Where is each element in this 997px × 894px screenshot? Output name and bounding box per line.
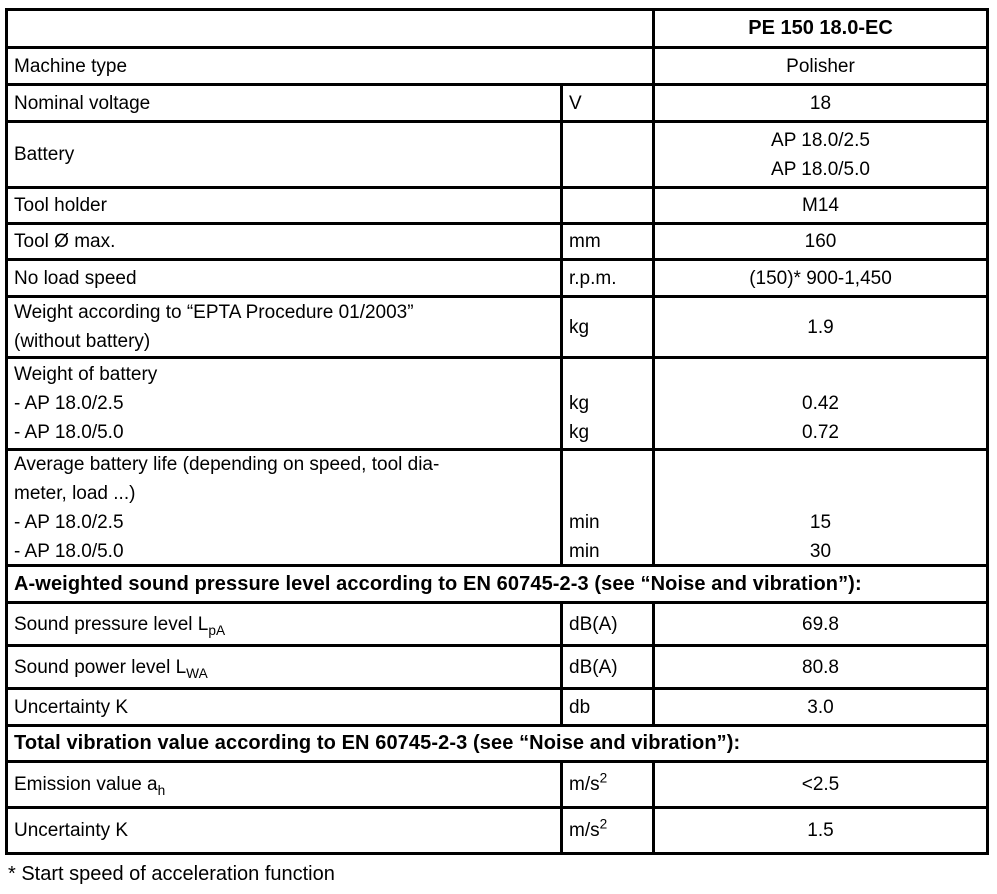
weight-of-battery-label-line: - AP 18.0/5.0 — [14, 422, 124, 443]
sound-pressure-level-value — [652, 604, 986, 644]
machine-type-label-line: Machine type — [14, 55, 128, 77]
vibration-section-text — [8, 727, 986, 760]
row-weight-of-battery — [8, 356, 986, 448]
footnote: * Start speed of acceleration function — [8, 863, 335, 885]
no-load-speed-value — [652, 261, 986, 295]
row-weight-epta — [8, 295, 986, 356]
battery-label-line: Battery — [14, 144, 75, 165]
uncertainty-k-vibration-value — [652, 809, 986, 852]
tool-holder-label — [8, 189, 560, 222]
row-nominal-voltage — [8, 83, 986, 120]
weight-epta-value — [652, 298, 986, 356]
emission-value-unit — [560, 763, 652, 806]
weight-epta-unit-line: kg — [569, 316, 590, 338]
uncertainty-k-noise-value-line: 3.0 — [807, 696, 834, 718]
tool-holder-label-line: Tool holder — [14, 195, 107, 216]
nominal-voltage-unit-line: V — [569, 92, 582, 114]
sound-pressure-level-unit-line: dB(A) — [569, 613, 618, 635]
weight-of-battery-unit-line: kg — [569, 393, 590, 414]
sound-power-level-label-line: Sound power level $L_{WA}$ — [14, 656, 208, 681]
row-vibration-section — [8, 724, 986, 760]
weight-of-battery-unit — [560, 359, 652, 448]
battery-value-line: AP 18.0/2.5 — [771, 129, 870, 151]
product-header-label-line — [14, 14, 652, 43]
row-sound-section — [8, 564, 986, 601]
weight-epta-label-line: (without battery) — [14, 331, 151, 352]
battery-value-line: AP 18.0/5.0 — [771, 158, 870, 180]
average-battery-life-unit-line — [569, 451, 652, 479]
uncertainty-k-noise-label — [8, 690, 560, 724]
machine-type-value — [652, 49, 986, 83]
weight-of-battery-value-line: 0.72 — [802, 422, 839, 443]
sound-pressure-level-label — [8, 604, 560, 644]
tool-diameter-max-label — [8, 225, 560, 258]
uncertainty-k-noise-value — [652, 690, 986, 724]
battery-value — [652, 123, 986, 186]
average-battery-life-value-line: 30 — [809, 540, 832, 562]
sound-section-text-line: A-weighted sound pressure level according to EN 60745-2-3 (see “Noise and vibration”): — [14, 572, 862, 595]
average-battery-life-unit-line — [569, 479, 652, 508]
average-battery-life-unit-line: min — [569, 540, 600, 562]
emission-value-value-line: <2.5 — [801, 774, 840, 795]
average-battery-life-label-line: - AP 18.0/5.0 — [14, 540, 124, 562]
battery-unit — [560, 123, 652, 186]
average-battery-life-value — [652, 451, 986, 564]
weight-epta-label — [8, 298, 560, 356]
no-load-speed-label-line: No load speed — [14, 267, 137, 289]
row-battery — [8, 120, 986, 186]
weight-of-battery-label-line: Weight of battery — [14, 364, 158, 385]
battery-label — [8, 123, 560, 186]
sound-pressure-level-unit — [560, 604, 652, 644]
weight-of-battery-value-line: 0.42 — [802, 393, 839, 414]
row-uncertainty-k-noise — [8, 687, 986, 724]
nominal-voltage-label — [8, 86, 560, 120]
weight-of-battery-label-line: - AP 18.0/2.5 — [14, 393, 124, 414]
average-battery-life-unit — [560, 451, 652, 564]
product-header-value-line: PE 150 18.0-EC — [748, 17, 893, 39]
average-battery-life-value-line: 15 — [809, 511, 832, 533]
row-average-battery-life — [8, 448, 986, 564]
no-load-speed-unit — [560, 261, 652, 295]
nominal-voltage-label-line: Nominal voltage — [14, 92, 151, 114]
uncertainty-k-vibration-unit-line: $m/s^2$ — [569, 816, 608, 841]
uncertainty-k-vibration-label-line: Uncertainty K — [14, 820, 129, 841]
emission-value-unit-line: $m/s^2$ — [569, 770, 608, 795]
uncertainty-k-noise-label-line: Uncertainty K — [14, 696, 129, 718]
specifications-table — [5, 8, 989, 855]
sound-power-level-value-line: 80.8 — [802, 656, 839, 678]
weight-of-battery-label — [8, 359, 560, 448]
emission-value-label-line: Emission value $a_h$ — [14, 774, 166, 798]
sound-power-level-unit — [560, 647, 652, 687]
uncertainty-k-vibration-unit — [560, 809, 652, 852]
weight-epta-unit — [560, 298, 652, 356]
weight-epta-label-line: Weight according to “EPTA Procedure 01/2003” — [14, 302, 414, 323]
tool-diameter-max-unit-line: mm — [569, 231, 601, 252]
no-load-speed-label — [8, 261, 560, 295]
row-sound-pressure-level — [8, 601, 986, 644]
row-tool-diameter-max — [8, 222, 986, 258]
row-no-load-speed — [8, 258, 986, 295]
product-header-value — [652, 11, 986, 46]
emission-value-label — [8, 763, 560, 806]
product-header-label — [8, 11, 652, 46]
weight-of-battery-unit-line — [569, 360, 652, 389]
tool-diameter-max-label-line: Tool Ø max. — [14, 231, 116, 252]
sound-pressure-level-value-line: 69.8 — [802, 613, 839, 635]
no-load-speed-unit-line: r.p.m. — [569, 267, 617, 289]
tool-holder-value-line: M14 — [802, 195, 839, 216]
row-sound-power-level — [8, 644, 986, 687]
average-battery-life-label — [8, 451, 560, 564]
sound-pressure-level-label-line: Sound pressure level $L_{pA}$ — [14, 613, 226, 638]
sound-power-level-value — [652, 647, 986, 687]
nominal-voltage-unit — [560, 86, 652, 120]
row-machine-type — [8, 46, 986, 83]
vibration-section-text-line: Total vibration value according to EN 60745-2-3 (see “Noise and vibration”): — [14, 732, 741, 754]
average-battery-life-unit-line: min — [569, 511, 600, 533]
nominal-voltage-value — [652, 86, 986, 120]
no-load-speed-value-line: (150)* 900-1,450 — [749, 267, 892, 289]
average-battery-life-label-line: meter, load ...) — [14, 482, 136, 504]
row-emission-value — [8, 760, 986, 806]
uncertainty-k-noise-unit — [560, 690, 652, 724]
row-tool-holder — [8, 186, 986, 222]
tool-diameter-max-value-line: 160 — [804, 231, 837, 252]
sound-power-level-label — [8, 647, 560, 687]
sound-power-level-unit-line: dB(A) — [569, 656, 618, 678]
emission-value-value — [652, 763, 986, 806]
uncertainty-k-noise-unit-line: db — [569, 696, 591, 718]
weight-of-battery-value — [652, 359, 986, 448]
average-battery-life-label-line: - AP 18.0/2.5 — [14, 511, 124, 533]
row-product-header — [8, 11, 986, 46]
uncertainty-k-vibration-label — [8, 809, 560, 852]
row-uncertainty-k-vibration — [8, 806, 986, 852]
uncertainty-k-vibration-value-line: 1.5 — [807, 820, 834, 841]
machine-type-value-line: Polisher — [786, 55, 855, 77]
tool-holder-value — [652, 189, 986, 222]
sound-section-text — [8, 567, 986, 601]
nominal-voltage-value-line: 18 — [809, 92, 832, 114]
weight-of-battery-unit-line: kg — [569, 422, 590, 443]
tool-diameter-max-unit — [560, 225, 652, 258]
weight-epta-value-line: 1.9 — [807, 316, 834, 338]
tool-diameter-max-value — [652, 225, 986, 258]
tool-holder-unit — [560, 189, 652, 222]
average-battery-life-label-line: Average battery life (depending on speed, tool dia- — [14, 453, 440, 475]
machine-type-label — [8, 49, 652, 83]
